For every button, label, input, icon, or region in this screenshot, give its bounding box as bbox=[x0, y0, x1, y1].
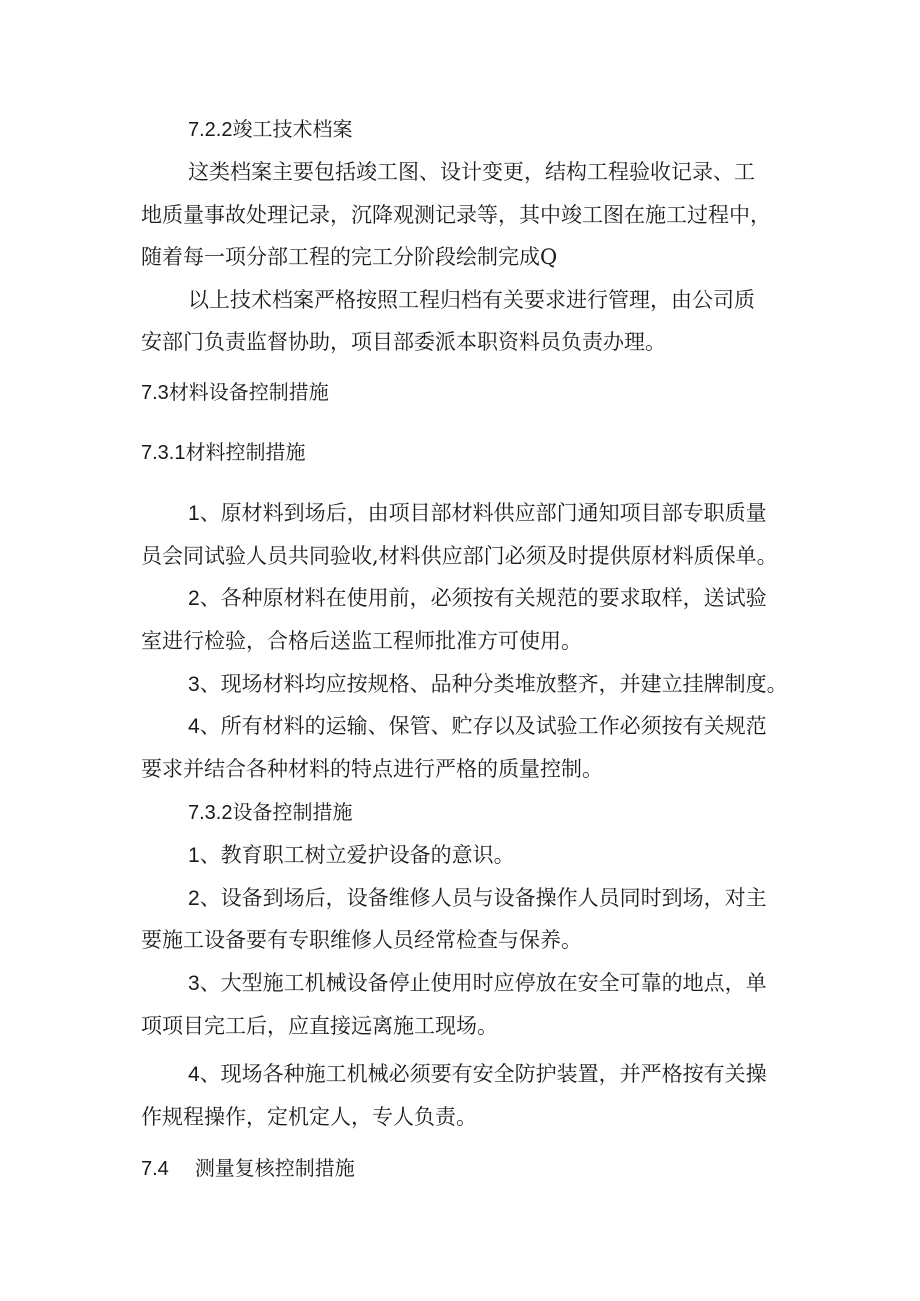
heading-7-2-2-number: 7.2.2 bbox=[188, 119, 233, 141]
heading-7-3 bbox=[141, 378, 329, 407]
material-item-1-text-1: 、原材料到场后，由项目部材料供应部门通知项目部专职质量 bbox=[199, 501, 767, 525]
material-item-4-line-2: 要求并结合各种材料的特点进行严格的质量控制。 bbox=[141, 757, 603, 781]
equipment-item-3-number: 3 bbox=[188, 972, 200, 995]
heading-7-4-title: 测量复核控制措施 bbox=[194, 1156, 355, 1180]
material-item-2-text-1: 、各种原材料在使用前，必须按有关规范的要求取样，送试验 bbox=[199, 586, 767, 610]
equipment-item-2-text-1: 、设备到场后，设备维修人员与设备操作人员同时到场，对主 bbox=[199, 886, 767, 910]
material-item-1-number: 1 bbox=[188, 502, 200, 525]
equipment-item-4-line-2: 作规程操作，定机定人，专人负责。 bbox=[141, 1105, 477, 1129]
material-item-3-line-1 bbox=[188, 670, 788, 699]
equipment-item-2-number: 2 bbox=[188, 887, 200, 910]
heading-7-3-1-number: 7.3.1 bbox=[141, 442, 186, 464]
heading-7-3-2 bbox=[188, 798, 352, 827]
material-item-3-number: 3 bbox=[188, 673, 200, 696]
equipment-item-4-number: 4 bbox=[188, 1063, 200, 1086]
archive-paragraph-line-2: 地质量事故处理记录，沉降观测记录等，其中竣工图在施工过程中， bbox=[141, 203, 771, 227]
equipment-item-1-line-1 bbox=[188, 841, 515, 870]
equipment-item-4-text-1: 、现场各种施工机械必须要有安全防护装置，并严格按有关操 bbox=[199, 1062, 767, 1086]
material-item-1-line-2: 员会同试验人员共同验收,材料供应部门必须及时提供原材料质保单。 bbox=[141, 544, 778, 568]
heading-7-3-2-number: 7.3.2 bbox=[188, 802, 233, 824]
equipment-item-3-line-2: 项项目完工后，应直接远离施工现场。 bbox=[141, 1014, 498, 1038]
heading-7-3-number: 7.3 bbox=[141, 382, 169, 404]
heading-7-4 bbox=[141, 1154, 355, 1183]
heading-7-2-2-title: 竣工技术档案 bbox=[232, 117, 353, 141]
management-paragraph-line-2: 安部门负责监督协助，项目部委派本职资料员负责办理。 bbox=[141, 330, 666, 354]
equipment-item-1-number: 1 bbox=[188, 844, 200, 867]
equipment-item-2-line-1 bbox=[188, 884, 767, 913]
equipment-item-4-line-1 bbox=[188, 1060, 767, 1089]
heading-7-3-title: 材料设备控制措施 bbox=[168, 380, 329, 404]
equipment-item-3-text-1: 、大型施工机械设备停止使用时应停放在安全可靠的地点，单 bbox=[199, 971, 767, 995]
equipment-item-2-line-2: 要施工设备要有专职维修人员经常检查与保养。 bbox=[141, 928, 582, 952]
material-item-2-line-2: 室进行检验，合格后送监工程师批准方可使用。 bbox=[141, 629, 582, 653]
archive-paragraph-line-3: 随着每一项分部工程的完工分阶段绘制完成Q bbox=[141, 245, 558, 269]
heading-7-3-2-title: 设备控制措施 bbox=[232, 800, 353, 824]
material-item-2-number: 2 bbox=[188, 587, 200, 610]
equipment-item-3-line-1 bbox=[188, 969, 767, 998]
material-item-4-number: 4 bbox=[188, 715, 200, 738]
heading-7-4-number: 7.4 bbox=[141, 1158, 169, 1180]
material-item-2-line-1 bbox=[188, 584, 767, 613]
heading-7-3-1 bbox=[141, 438, 305, 467]
material-item-4-text-1: 、所有材料的运输、保管、贮存以及试验工作必须按有关规范 bbox=[199, 714, 767, 738]
heading-7-2-2 bbox=[188, 115, 352, 144]
material-item-3-text-1: 、现场材料均应按规格、品种分类堆放整齐，并建立挂牌制度。 bbox=[199, 672, 788, 696]
heading-7-3-1-title: 材料控制措施 bbox=[185, 440, 306, 464]
management-paragraph-line-1: 以上技术档案严格按照工程归档有关要求进行管理，由公司质 bbox=[188, 288, 755, 312]
material-item-4-line-1 bbox=[188, 712, 767, 741]
equipment-item-1-text-1: 、教育职工树立爱护设备的意识。 bbox=[199, 843, 515, 867]
material-item-1-line-1 bbox=[188, 499, 767, 528]
archive-paragraph-line-1: 这类档案主要包括竣工图、设计变更，结构工程验收记录、工 bbox=[188, 160, 755, 184]
